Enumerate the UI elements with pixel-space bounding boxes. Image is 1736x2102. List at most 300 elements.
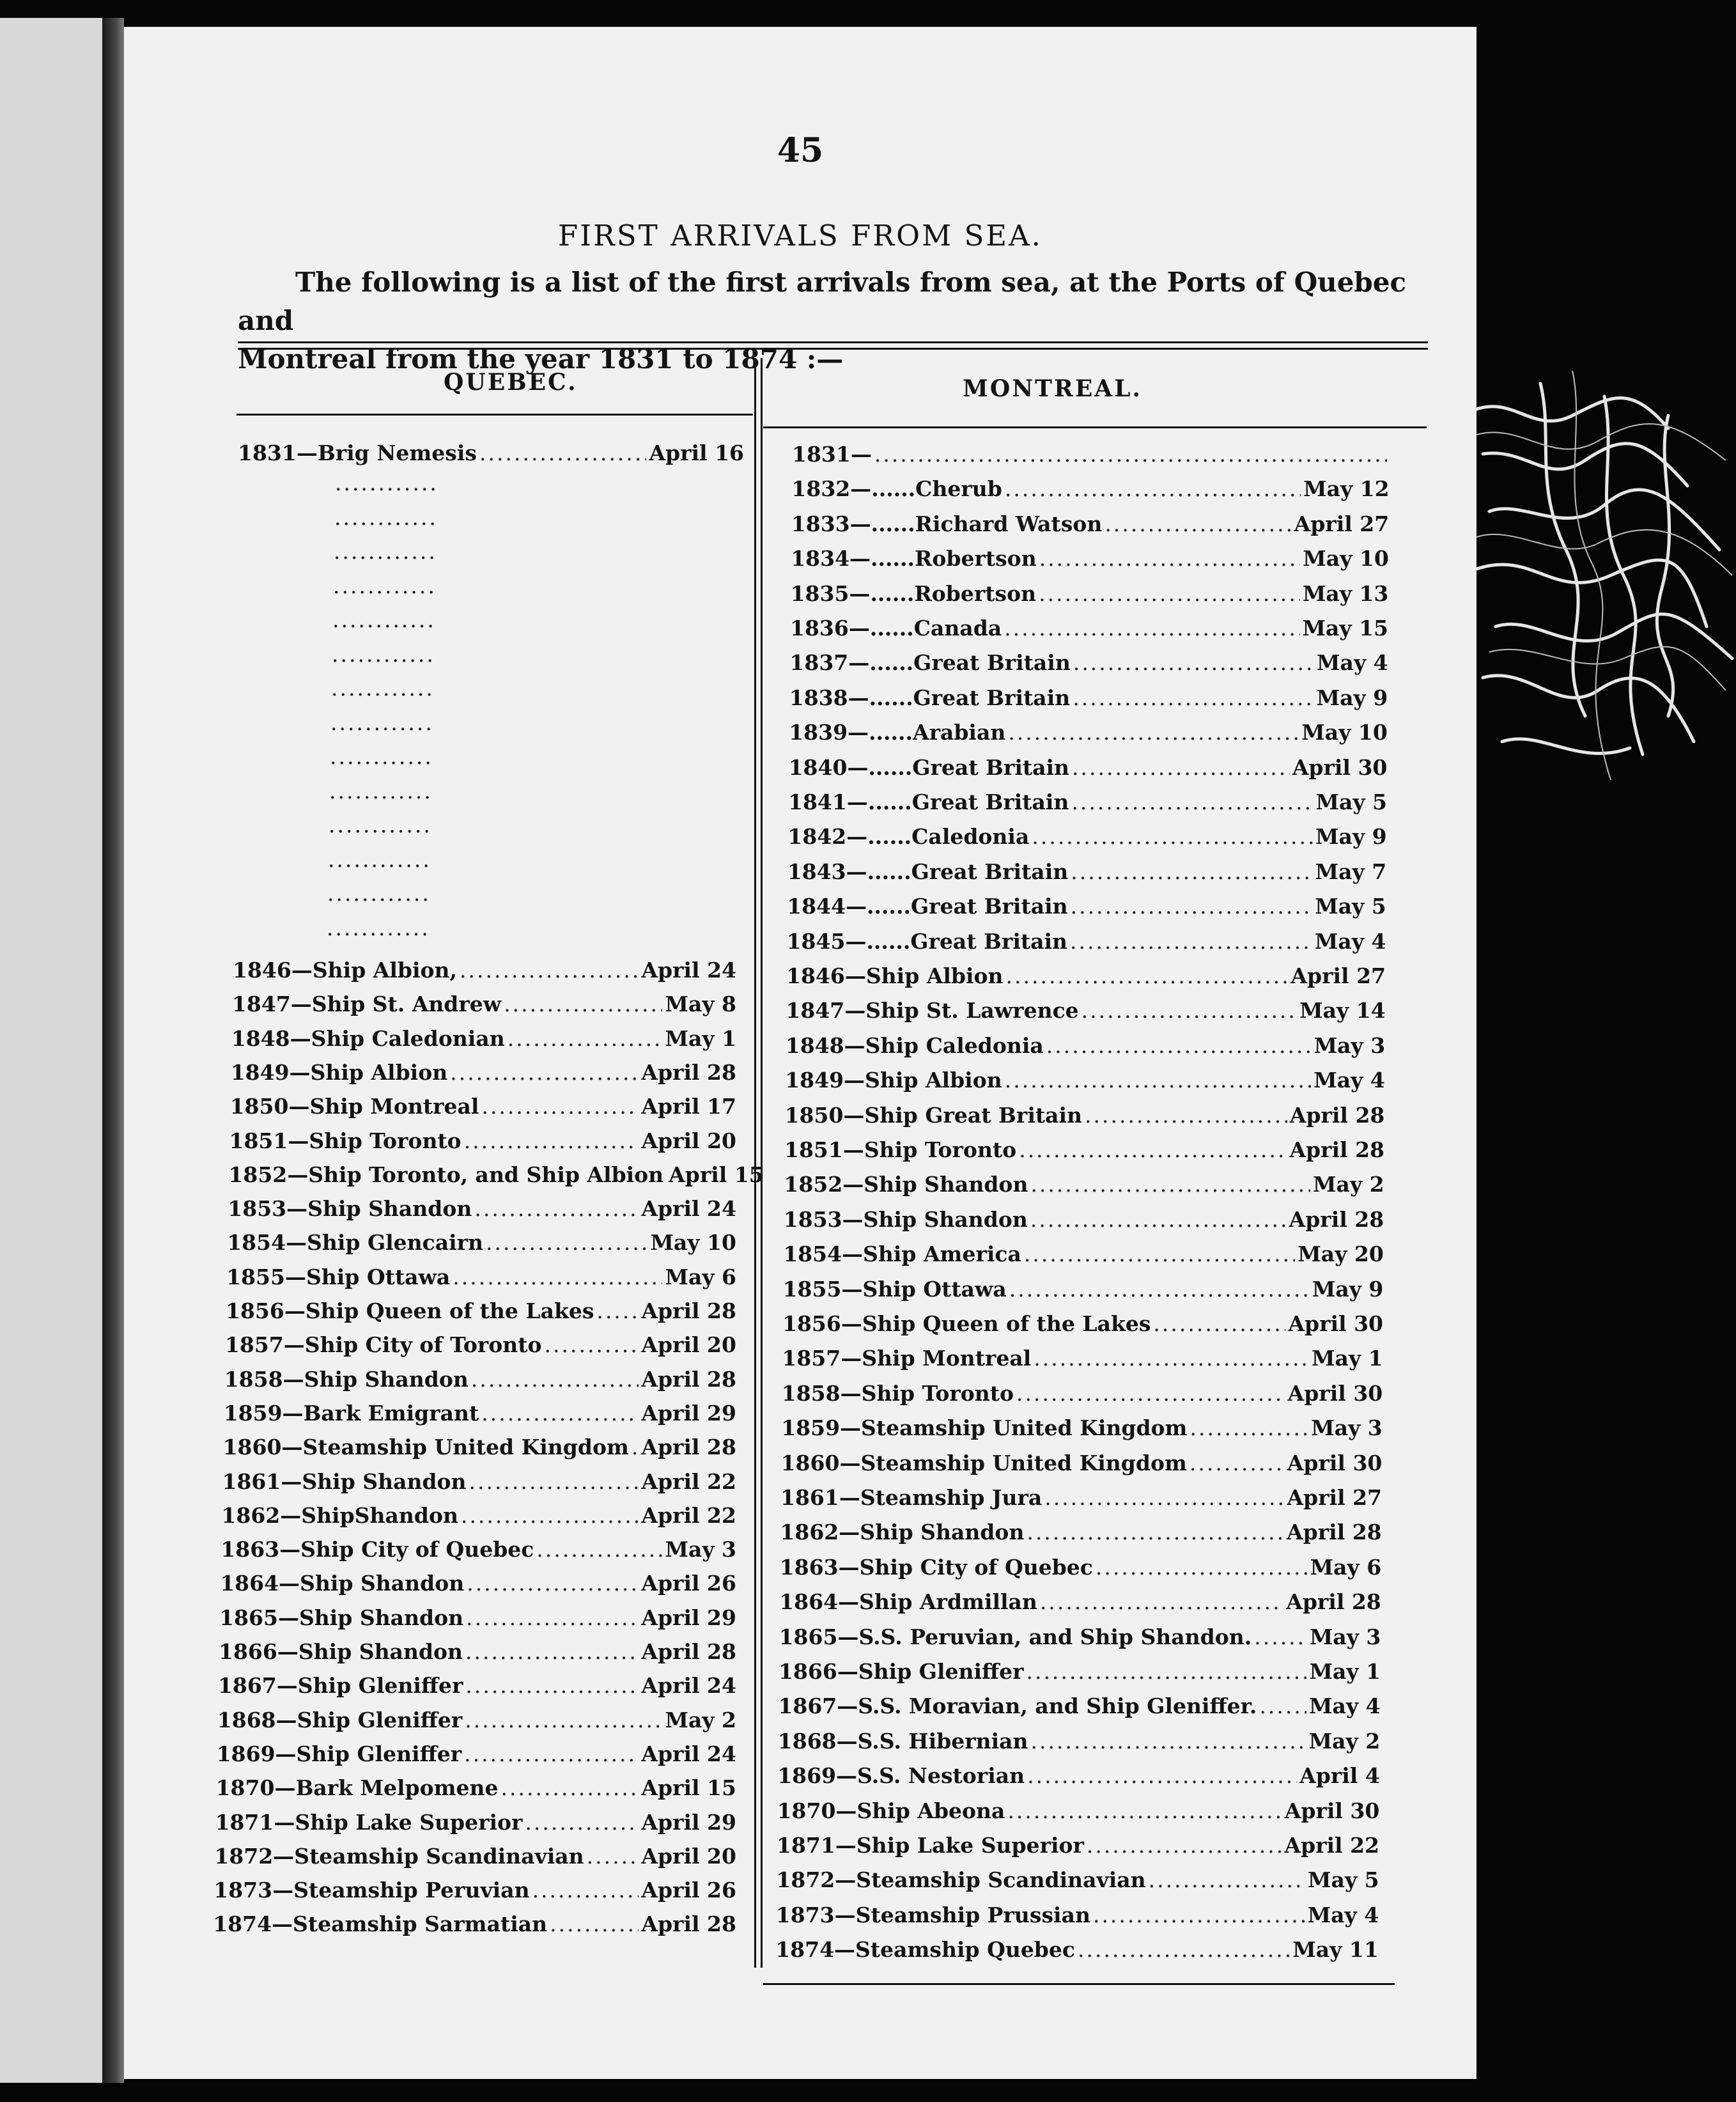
blank-year-row: ............ [334, 539, 437, 564]
table-row [214, 1839, 736, 1869]
arrival-vessel: 1841—......Great Britain [788, 790, 1069, 814]
leader-dots [1081, 998, 1297, 1023]
table-row [219, 1635, 736, 1664]
leader-dots [1005, 476, 1301, 501]
arrival-date: April 28 [1289, 1137, 1384, 1162]
table-row [787, 924, 1386, 954]
arrival-vessel: 1833—......Richard Watson [791, 511, 1103, 536]
arrival-vessel: 1873—Steamship Prussian [775, 1902, 1090, 1927]
arrival-vessel: 1845—......Great Britain [786, 928, 1068, 954]
arrival-date: May 4 [1314, 928, 1386, 954]
table-row [789, 751, 1388, 780]
arrival-date: May 1 [1312, 1346, 1383, 1371]
table-row [221, 1499, 736, 1528]
arrival-date: April 24 [641, 1196, 736, 1222]
arrival-vessel: 1834—......Robertson [791, 546, 1037, 572]
leader-dots [481, 1094, 639, 1119]
table-row [213, 1907, 736, 1936]
arrival-vessel: 1850—Ship Montreal [229, 1094, 479, 1119]
table-row [233, 953, 736, 983]
arrival-date: April 24 [641, 958, 736, 983]
leader-dots [632, 1435, 639, 1460]
arrival-vessel: 1838—......Great Britain [789, 685, 1071, 710]
table-row [216, 1771, 736, 1800]
blank-year-row: ............ [334, 504, 438, 530]
table-row [780, 1515, 1381, 1545]
table-row [792, 437, 1390, 467]
leader-dots [1046, 1033, 1312, 1058]
blank-year-row: ............ [329, 813, 432, 837]
table-row [228, 1158, 764, 1187]
table-row [220, 1566, 736, 1596]
leader-dots [1019, 1137, 1287, 1162]
arrival-vessel: 1858—Ship Shandon [224, 1366, 469, 1392]
leader-dots [1040, 1589, 1283, 1614]
arrival-vessel: 1853—Ship Shandon [228, 1196, 472, 1222]
arrival-date: April 28 [641, 1059, 736, 1085]
arrival-date: April 30 [1284, 1798, 1380, 1823]
table-row [776, 1863, 1379, 1892]
table-row [784, 1203, 1384, 1232]
table-row [785, 1098, 1385, 1128]
blank-year-row: ............ [333, 573, 437, 598]
leader-dots [536, 1537, 662, 1562]
leader-dots [1104, 511, 1291, 536]
arrival-date: May 5 [1308, 1867, 1379, 1893]
table-row [786, 993, 1385, 1023]
leader-dots [596, 1298, 639, 1323]
arrival-vessel: 1873—Steamship Peruvian [213, 1878, 530, 1903]
leader-dots [1190, 1451, 1285, 1475]
leader-dots [465, 1639, 639, 1664]
table-row [787, 855, 1386, 884]
table-row [789, 646, 1388, 675]
table-row [783, 1237, 1384, 1266]
arrival-date: April 28 [1289, 1206, 1384, 1232]
leader-dots [1039, 581, 1300, 606]
arrival-vessel: 1865—Ship Shandon [219, 1605, 464, 1630]
arrival-vessel: 1868—S.S. Hibernian [777, 1728, 1028, 1754]
arrival-vessel: 1854—Ship Glencairn [227, 1230, 484, 1256]
document-page [124, 27, 1476, 2079]
blank-year-row: ............ [329, 778, 433, 804]
table-row [782, 1376, 1383, 1406]
arrival-vessel: 1842—......Caledonia [787, 824, 1030, 850]
arrival-vessel: 1865—S.S. Peruvian, and Ship Shandon. [779, 1624, 1252, 1649]
arrival-vessel: 1867—S.S. Moravian, and Ship Gleniffer. [778, 1693, 1257, 1719]
arrival-date: May 1 [665, 1025, 736, 1051]
table-row [791, 472, 1389, 501]
leader-dots [464, 1741, 639, 1766]
table-row [789, 715, 1388, 745]
arrival-vessel: 1872—Steamship Scandinavian [214, 1843, 584, 1869]
arrival-vessel: 1863—Ship City of Quebec [779, 1554, 1093, 1580]
adjacent-page-edge [0, 18, 102, 2083]
arrival-vessel: 1871—Ship Lake Superior [215, 1809, 523, 1835]
arrival-vessel: 1870—Ship Abeona [777, 1798, 1005, 1823]
table-row [777, 1828, 1379, 1858]
table-row [776, 1898, 1379, 1927]
arrival-date: April 30 [1287, 1380, 1383, 1406]
intro-line-2: Montreal from the year 1831 to 1874 :— [238, 343, 844, 375]
arrival-date: April 27 [1287, 1485, 1382, 1510]
page-number: 45 [777, 131, 824, 170]
leader-dots [1030, 1172, 1310, 1197]
arrival-vessel: 1858—Ship Toronto [781, 1380, 1014, 1406]
arrival-vessel: 1861—Ship Shandon [222, 1468, 467, 1494]
table-row [790, 611, 1388, 641]
blank-year-row: ............ [327, 881, 431, 906]
arrival-date: April 28 [641, 1366, 736, 1392]
arrival-vessel: 1849—Ship Albion [785, 1068, 1002, 1093]
table-row [228, 1192, 736, 1221]
arrival-vessel: 1843—......Great Britain [787, 859, 1069, 884]
arrival-date: May 4 [1309, 1693, 1381, 1719]
arrival-date: April 27 [1294, 511, 1390, 536]
leader-dots [453, 1265, 662, 1289]
table-row [784, 1167, 1384, 1197]
arrival-vessel: 1831— [792, 442, 872, 467]
arrival-date: May 11 [1292, 1937, 1379, 1963]
arrival-date: April 28 [641, 1298, 736, 1323]
arrival-date: May 9 [1312, 1276, 1384, 1302]
arrival-date: May 10 [650, 1230, 736, 1256]
leader-dots [1071, 859, 1312, 884]
table-row [779, 1585, 1381, 1614]
table-row [226, 1294, 736, 1323]
leader-dots [1005, 1068, 1312, 1093]
leader-dots [1044, 1485, 1284, 1510]
arrival-vessel: 1847—Ship St. Andrew [231, 992, 502, 1017]
table-row [782, 1341, 1383, 1371]
arrival-vessel: 1851—Ship Toronto [784, 1137, 1017, 1162]
arrival-date: May 3 [1314, 1032, 1386, 1058]
arrival-date: May 6 [665, 1264, 736, 1289]
arrival-vessel: 1844—......Great Britain [787, 894, 1068, 919]
arrival-date: April 30 [1292, 754, 1388, 780]
table-row [785, 1063, 1385, 1093]
table-row [224, 1362, 736, 1392]
table-row [231, 1055, 736, 1085]
arrival-date: May 2 [665, 1707, 736, 1732]
arrival-vessel: 1868—Ship Gleniffer [217, 1707, 463, 1732]
table-row [779, 1654, 1381, 1684]
table-row [788, 785, 1387, 814]
leader-dots [1254, 1624, 1307, 1649]
double-rule-bottom [238, 348, 1428, 350]
table-row [775, 1933, 1379, 1962]
leader-dots [550, 1911, 639, 1936]
arrival-date: May 4 [1317, 650, 1388, 676]
leader-dots [474, 1196, 639, 1221]
leader-dots [481, 1401, 639, 1426]
arrival-vessel: 1854—Ship America [783, 1242, 1021, 1267]
arrival-vessel: 1874—Steamship Sarmatian [213, 1911, 548, 1937]
table-row [786, 1029, 1385, 1058]
table-row [227, 1226, 736, 1255]
arrival-date: May 14 [1299, 998, 1386, 1024]
table-row [781, 1411, 1383, 1440]
table-row [225, 1328, 736, 1357]
arrival-date: May 2 [1313, 1172, 1384, 1197]
leader-dots [460, 958, 639, 983]
leader-dots [1008, 720, 1299, 745]
arrival-date: April 4 [1299, 1763, 1380, 1789]
table-row [778, 1689, 1380, 1718]
arrival-date: May 13 [1302, 580, 1389, 606]
intro-line-1: The following is a list of the first arrivals from sea, at the Ports of Quebec and [238, 267, 1407, 336]
arrival-date: April 15 [669, 1162, 764, 1187]
table-row [783, 1272, 1384, 1302]
arrival-date: May 9 [1315, 824, 1387, 850]
leader-dots [1027, 1763, 1297, 1788]
table-row [777, 1794, 1380, 1823]
arrival-date: April 20 [641, 1128, 736, 1153]
arrival-date: May 4 [1314, 1068, 1385, 1093]
table-row [221, 1532, 736, 1562]
arrival-date: May 15 [1302, 616, 1388, 641]
arrival-vessel: 1840—......Great Britain [788, 754, 1070, 780]
table-row [778, 1724, 1380, 1754]
arrival-date: May 12 [1303, 476, 1390, 502]
arrival-vessel: 1870—Bark Melpomene [215, 1775, 499, 1801]
leader-dots [469, 1469, 639, 1494]
arrival-vessel: 1862—ShipShandon [221, 1502, 458, 1528]
table-row [238, 436, 744, 465]
arrival-vessel: 1859—Bark Emigrant [223, 1400, 479, 1426]
leader-dots [1031, 1729, 1306, 1754]
arrival-date: April 27 [1290, 963, 1386, 988]
arrival-date: April 29 [641, 1400, 736, 1426]
leader-dots [461, 1503, 639, 1528]
leader-dots [1039, 546, 1301, 571]
arrival-date: April 20 [641, 1332, 736, 1358]
arrival-vessel: 1856—Ship Queen of the Lakes [226, 1298, 594, 1323]
leader-dots [525, 1810, 639, 1835]
arrival-vessel: 1863—Ship City of Quebec [221, 1537, 534, 1562]
arrival-date: April 24 [641, 1673, 736, 1699]
arrival-date: April 20 [641, 1843, 736, 1869]
arrival-vessel: 1849—Ship Albion [230, 1059, 448, 1085]
leader-dots [465, 1708, 662, 1732]
quebec-column-title: QUEBEC. [444, 369, 578, 396]
leader-dots [874, 442, 1387, 467]
table-row [223, 1430, 736, 1460]
leader-dots [1153, 1311, 1285, 1336]
leader-dots [504, 992, 662, 1016]
leader-dots [587, 1844, 639, 1869]
table-row [789, 681, 1388, 710]
table-row [222, 1465, 737, 1494]
table-row [777, 1759, 1380, 1788]
arrival-date: May 3 [1309, 1624, 1381, 1649]
arrival-date: April 30 [1288, 1311, 1383, 1336]
arrival-date: April 30 [1287, 1450, 1383, 1475]
quebec-header-rule [236, 414, 753, 416]
leader-dots [1087, 1833, 1282, 1858]
table-row [780, 1550, 1381, 1580]
arrival-vessel: 1864—Ship Ardmillan [779, 1589, 1037, 1615]
leader-dots [1085, 1103, 1287, 1128]
arrival-vessel: 1867—Ship Gleniffer [217, 1673, 463, 1699]
leader-dots [1071, 894, 1313, 919]
table-row [782, 1307, 1383, 1336]
table-row [213, 1873, 736, 1903]
arrival-vessel: 1847—Ship St. Lawrence [786, 998, 1079, 1024]
leader-dots [508, 1026, 663, 1051]
leader-dots [1096, 1555, 1308, 1580]
arrival-vessel: 1861—Steamship Jura [780, 1485, 1042, 1510]
leader-dots [1070, 929, 1312, 954]
montreal-bottom-rule [763, 1983, 1395, 1985]
arrival-date: May 3 [1311, 1415, 1383, 1441]
table-row [229, 1124, 737, 1153]
arrival-vessel: 1857—Ship Montreal [782, 1346, 1032, 1371]
table-row [218, 1669, 736, 1698]
arrival-vessel: 1837—......Great Britain [789, 650, 1071, 676]
table-row [224, 1396, 736, 1426]
leader-dots [1071, 790, 1313, 814]
arrival-date: April 28 [641, 1911, 736, 1937]
arrival-date: May 1 [1309, 1659, 1381, 1684]
book-gutter [102, 18, 124, 2083]
arrival-vessel: 1864—Ship Shandon [220, 1571, 465, 1596]
arrival-vessel: 1871—Ship Lake Superior [777, 1833, 1084, 1858]
leader-dots [486, 1230, 647, 1255]
arrival-vessel: 1869—S.S. Nestorian [777, 1763, 1025, 1789]
arrival-vessel: 1835—......Robertson [790, 580, 1037, 606]
leader-dots [1072, 755, 1290, 780]
paper-fringe-debris [1476, 358, 1736, 818]
table-row [780, 1481, 1382, 1510]
arrival-vessel: 1872—Steamship Scandinavian [776, 1867, 1146, 1893]
leader-dots [1004, 616, 1299, 641]
arrival-date: May 4 [1307, 1902, 1379, 1927]
arrival-date: April 15 [641, 1775, 736, 1801]
arrival-date: May 10 [1301, 720, 1388, 745]
leader-dots [545, 1332, 639, 1357]
table-row [791, 507, 1389, 536]
arrival-vessel: 1855—Ship Ottawa [782, 1276, 1007, 1302]
arrival-vessel: 1850—Ship Great Britain [784, 1102, 1083, 1128]
arrival-vessel: 1857—Ship City of Toronto [224, 1332, 542, 1358]
leader-dots [479, 440, 646, 465]
table-row [219, 1601, 736, 1630]
table-row [791, 541, 1389, 571]
arrival-date: April 22 [1284, 1833, 1379, 1858]
arrival-date: May 5 [1315, 790, 1387, 814]
leader-dots [1190, 1415, 1308, 1440]
arrival-vessel: 1862—Ship Shandon [780, 1520, 1025, 1545]
arrival-date: April 26 [641, 1571, 736, 1596]
arrival-vessel: 1859—Steamship United Kingdom [781, 1415, 1188, 1441]
table-row [781, 1446, 1383, 1475]
leader-dots [1026, 1659, 1306, 1684]
arrival-vessel: 1860—Steamship United Kingdom [780, 1450, 1187, 1475]
leader-dots [1016, 1381, 1285, 1406]
leader-dots [1006, 963, 1289, 988]
arrival-vessel: 1831—Brig Nemesis [238, 440, 477, 465]
blank-year-row: ............ [328, 846, 431, 872]
arrival-vessel: 1856—Ship Queen of the Lakes [782, 1311, 1151, 1336]
leader-dots [467, 1571, 639, 1596]
leader-dots [1009, 1277, 1310, 1302]
arrival-date: April 28 [1286, 1589, 1381, 1615]
table-row [787, 820, 1386, 849]
arrival-vessel: 1852—Ship Toronto, and Ship Albion [228, 1162, 664, 1187]
arrival-date: April 29 [641, 1605, 736, 1630]
leader-dots [471, 1367, 639, 1392]
montreal-column-title: MONTREAL. [963, 375, 1143, 402]
leader-dots [466, 1605, 639, 1630]
blank-year-row: ............ [331, 676, 435, 701]
arrival-vessel: 1852—Ship Shandon [784, 1172, 1028, 1197]
arrival-vessel: 1855—Ship Ottawa [226, 1264, 451, 1289]
arrival-date: May 7 [1315, 859, 1387, 884]
arrival-date: May 3 [665, 1537, 736, 1562]
arrival-vessel: 1836—......Canada [790, 616, 1002, 641]
double-rule-top [238, 341, 1428, 343]
leader-dots [1149, 1867, 1305, 1892]
table-row [230, 1089, 736, 1119]
arrival-date: May 9 [1316, 685, 1388, 710]
arrival-date: April 16 [649, 440, 744, 465]
leader-dots [1030, 1207, 1287, 1232]
leader-dots [450, 1060, 639, 1085]
leader-dots [464, 1128, 639, 1153]
table-row [787, 889, 1386, 919]
montreal-header-rule [763, 426, 1427, 428]
leader-dots [1073, 650, 1314, 675]
arrival-date: May 10 [1303, 546, 1389, 572]
leader-dots [1032, 824, 1313, 849]
arrival-vessel: 1860—Steamship United Kingdom [222, 1435, 629, 1460]
arrival-date: April 28 [1287, 1520, 1382, 1545]
arrival-date: May 2 [1308, 1728, 1381, 1754]
arrival-date: May 6 [1310, 1554, 1382, 1580]
leader-dots [501, 1775, 639, 1800]
arrival-vessel: 1869—Ship Gleniffer [216, 1741, 462, 1766]
leader-dots [1007, 1798, 1282, 1823]
arrival-date: April 26 [641, 1878, 736, 1903]
leader-dots [465, 1673, 639, 1698]
leader-dots [1073, 685, 1314, 710]
leader-dots [1034, 1346, 1309, 1371]
arrival-date: April 24 [641, 1741, 736, 1766]
arrival-vessel: 1846—Ship Albion, [233, 958, 458, 983]
table-row [791, 577, 1389, 606]
arrival-vessel: 1848—Ship Caledonia [785, 1032, 1044, 1058]
table-row [231, 1022, 736, 1051]
blank-year-row: ............ [327, 915, 430, 940]
arrival-date: April 17 [641, 1094, 736, 1119]
blank-year-row: ............ [332, 607, 436, 632]
table-row [786, 959, 1386, 988]
arrival-vessel: 1851—Ship Toronto [229, 1128, 461, 1153]
table-row [232, 987, 736, 1016]
arrival-vessel: 1853—Ship Shandon [783, 1206, 1028, 1232]
leader-dots [1078, 1937, 1290, 1962]
arrival-vessel: 1839—......Arabian [789, 720, 1006, 745]
arrival-vessel: 1874—Steamship Quebec [775, 1937, 1075, 1963]
intro-paragraph [238, 263, 1427, 378]
arrival-date: May 5 [1315, 894, 1386, 919]
arrival-vessel: 1848—Ship Caledonian [231, 1025, 505, 1051]
leader-dots [1024, 1242, 1295, 1266]
blank-year-row: ............ [330, 744, 433, 769]
table-row [779, 1620, 1381, 1649]
leader-dots [1093, 1903, 1305, 1927]
